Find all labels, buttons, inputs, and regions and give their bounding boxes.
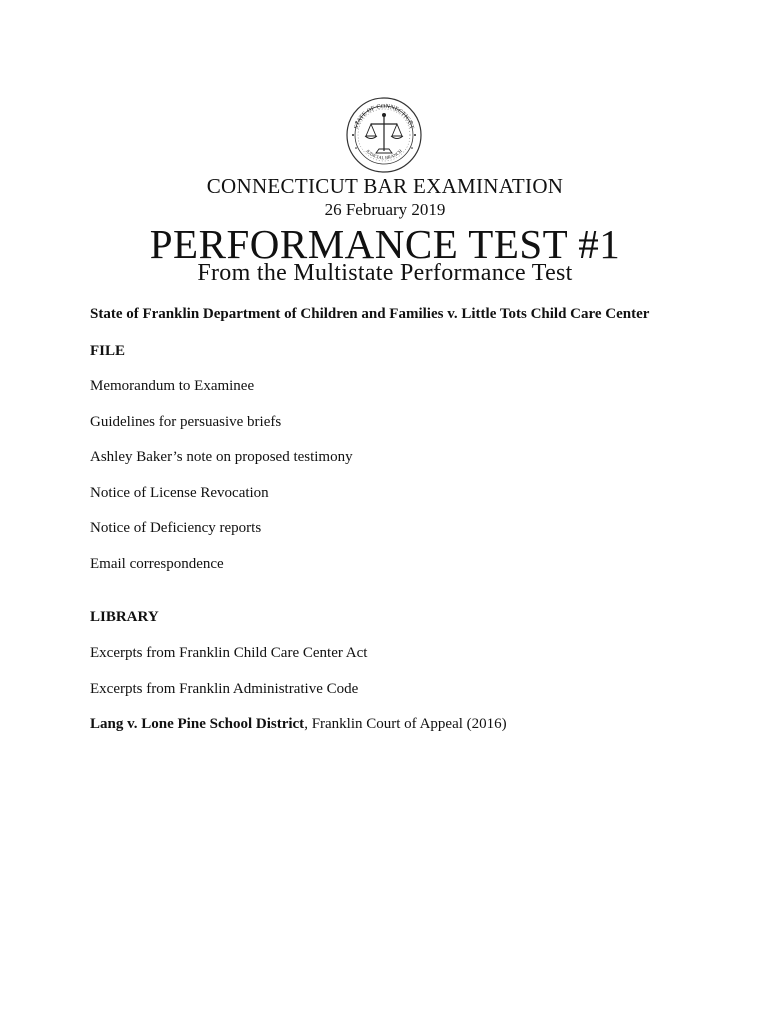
file-item: Notice of Deficiency reports — [90, 520, 262, 536]
exam-date: 26 February 2019 — [324, 200, 446, 219]
library-case-name: Lang v. Lone Pine School District — [90, 716, 305, 732]
library-item: Excerpts from Franklin Administrative Code — [90, 681, 359, 697]
file-item: Ashley Baker’s note on proposed testimony — [90, 449, 353, 465]
exam-title: CONNECTICUT BAR EXAMINATION — [206, 174, 564, 198]
seal-top-text: STATE OF CONNECTICUT — [352, 102, 416, 130]
file-item: Guidelines for persuasive briefs — [90, 414, 282, 430]
library-item: Excerpts from Franklin Child Care Center Act — [90, 645, 368, 661]
library-heading: LIBRARY — [90, 609, 159, 625]
case-caption: State of Franklin Department of Children and Families v. Little Tots Child Care Center — [90, 306, 650, 322]
library-case-citation — [90, 715, 507, 733]
file-heading: FILE — [90, 343, 126, 359]
file-item: Email correspondence — [90, 556, 224, 572]
connecticut-judicial-seal — [345, 96, 423, 174]
performance-test-subtitle: From the Multistate Performance Test — [197, 260, 573, 286]
library-case-court: , Franklin Court of Appeal (2016) — [304, 716, 507, 732]
file-item: Memorandum to Examinee — [90, 378, 255, 394]
seal-bottom-text: JUDICIAL BRANCH — [364, 148, 404, 161]
performance-test-title: PERFORMANCE TEST #1 — [149, 221, 621, 267]
file-item: Notice of License Revocation — [90, 485, 269, 501]
